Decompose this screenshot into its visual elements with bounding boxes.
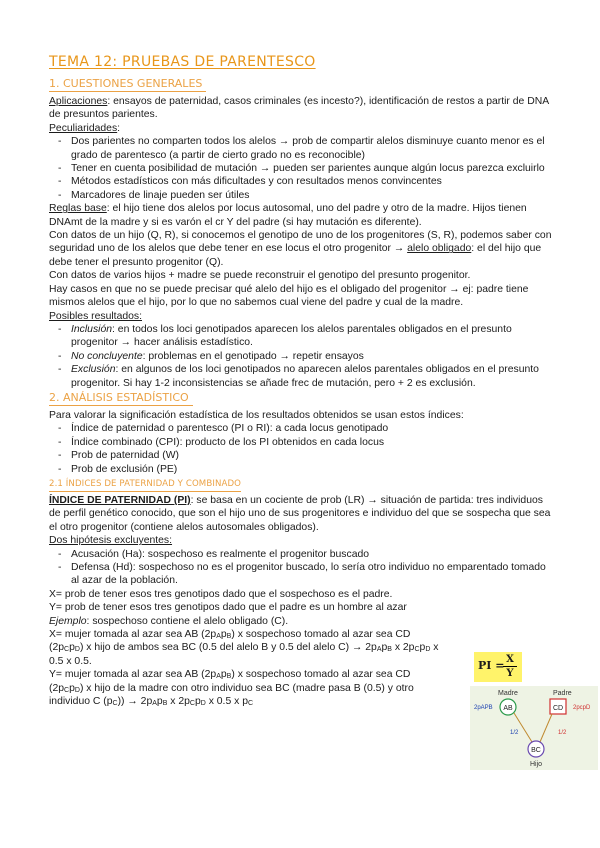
- subscript: D: [425, 646, 431, 654]
- pedigree-figure: [470, 648, 598, 770]
- subscript: B: [226, 673, 232, 681]
- padre-genotype: CD: [552, 705, 564, 712]
- subscript: A: [152, 700, 157, 708]
- madre-prob-label: 2pAPB: [474, 705, 493, 711]
- list-item: - Marcadores de linaje pueden ser útiles: [49, 189, 554, 202]
- half-left-label: 1/2: [510, 730, 519, 736]
- list-item: - Acusación (Ha): sospechoso es realmente el progenitor buscado: [49, 548, 549, 561]
- hipotesis-label: Dos hipótesis excluyentes:: [49, 535, 173, 547]
- posibles-heading: [49, 310, 554, 323]
- aplicaciones-text: : ensayos de paternidad, casos criminales (es incesto?), identificación de restos a partir de DNA de presuntos parientes.: [49, 96, 549, 121]
- diagram-background: [470, 686, 598, 770]
- y-calc-text: Y= mujer tomada al azar sea AB (2p: [49, 669, 217, 681]
- pi-denominator: Y: [506, 668, 514, 679]
- subscript: C: [189, 700, 195, 708]
- result-text: : en algunos de los loci genotipados no aparecen alelos parentales obligados en el presunto progenitor. Si hay 1-2 inconsistencias se añade frec de mutación, pero + 2 es exclusión.: [71, 364, 539, 389]
- subscript: C: [64, 646, 70, 654]
- pi-label: ÍNDICE DE PATERNIDAD (PI): [49, 494, 191, 506]
- calculo-block: [49, 588, 441, 709]
- indices-list: [49, 422, 554, 476]
- y-definition: Y= prob de tener esos tres genotipos dado que el padre es un hombre al azar: [49, 602, 407, 614]
- list-item: [49, 350, 554, 363]
- datos-hijo-paragraph: [49, 229, 554, 269]
- ejemplo-line: [49, 615, 441, 628]
- pi-paragraph: [49, 494, 554, 534]
- casos-paragraph: Hay casos en que no se puede precisar qué alelo del hijo es el obligado del progenitor → ej: padre tiene mismos alelos que el hijo, por lo que no sabemos cual viene del padre y cual de la madre.: [49, 283, 529, 309]
- subscript: C: [414, 646, 420, 654]
- reglas-paragraph: [49, 202, 554, 229]
- pi-text: : se basa en un cociente de prob (LR) → situación de partida: tres individuos de perfil genético conocido, que son el hijo uno de sus progenitores e individuo del que se sospecha que sea el otro progenitor (contiene alelos autosomales obligados).: [49, 494, 551, 533]
- hijo-genotype: BC: [531, 747, 541, 754]
- madre-genotype: AB: [503, 705, 513, 712]
- list-item: [49, 323, 554, 350]
- y-calculation: Y= mujer tomada al azar sea AB (2pApB) x sospechoso tomado al azar sea CD (2pCpD) x hijo de la madre con otro individuo sea BC (madre pasa B (0.5) y otro individuo C (pC)) → 2pApB x 2pCpD x 0.5 x pC: [49, 669, 414, 708]
- datos-varios-paragraph: Con datos de varios hijos + madre se puede reconstruir el genotipo del presunto progenitor.: [49, 270, 471, 282]
- section-2-heading: 2. ANÁLISIS ESTADÍSTICO: [49, 390, 193, 406]
- pi-numerator: X: [503, 653, 517, 667]
- list-item: - Métodos estadísticos con más dificultades y con resultados menos convincentes: [49, 175, 554, 188]
- subscript: A: [376, 646, 382, 654]
- aplicaciones-label: Aplicaciones: [49, 96, 108, 107]
- list-item: - Prob de paternidad (W): [49, 449, 554, 462]
- subscript: C: [112, 700, 118, 708]
- subscript: D: [74, 646, 80, 654]
- y-calc-text: x 0.5 x p: [205, 696, 248, 708]
- result-text: : en todos los loci genotipados aparecen los alelos parentales obligados en el presunto progenitor → hacer análisis estadístico.: [71, 323, 512, 349]
- peculiaridades-heading: [49, 122, 554, 135]
- document-page: [49, 52, 554, 708]
- aplicaciones-paragraph: [49, 95, 554, 122]
- padre-label: Padre: [553, 690, 572, 697]
- subscript: A: [216, 673, 221, 681]
- list-item: [49, 363, 554, 390]
- list-item: - Tener en cuenta posibilidad de mutación → pueden ser parientes aunque algún locus parezca excluirlo: [49, 162, 554, 175]
- x-definition: X= prob de tener esos tres genotipos dado que el sospechoso es el padre.: [49, 588, 393, 600]
- x-calc-text: x 0.5 x 0.5.: [49, 642, 439, 667]
- ejemplo-text: : sospechoso contiene el alelo obligado (C).: [86, 615, 289, 627]
- pi-formula-label: PI =: [478, 659, 505, 672]
- subscript: B: [387, 646, 392, 654]
- list-item: - Dos parientes no comparten todos los alelos → prob de compartir alelos disminuye cuanto menor es el grado de parentesco (a partir de cierto grado no es reconocible): [49, 135, 554, 162]
- list-item: - Prob de exclusión (PE): [49, 463, 554, 476]
- subscript: B: [226, 633, 232, 641]
- x-calc-text: X= mujer tomada al azar sea AB (2p: [49, 629, 217, 641]
- pi-formula-box: [474, 652, 522, 682]
- y-calc-text: ) x hijo de la madre con otro individuo sea BC (madre pasa B (0.5) y otro individuo C (p: [49, 682, 414, 708]
- subscript: B: [162, 700, 168, 708]
- posibles-label: Posibles resultados:: [49, 310, 142, 322]
- subscript: A: [216, 633, 221, 641]
- madre-label: Madre: [498, 690, 518, 697]
- result-text: : problemas en el genotipado → repetir ensayos: [142, 350, 364, 362]
- datos-hijo-text-end: : el del hijo que debe tener el presunto progenitor (Q).: [49, 243, 542, 268]
- hijo-label: Hijo: [529, 761, 543, 768]
- hipotesis-list: [49, 548, 549, 588]
- result-term: Exclusión: [71, 364, 116, 376]
- subscript: D: [74, 686, 80, 694]
- reglas-label: Reglas base: [49, 203, 107, 215]
- subscript: C: [247, 700, 254, 708]
- pi-fraction: [503, 653, 517, 680]
- alelo-obligado-term: alelo obligado: [407, 243, 472, 255]
- hipotesis-heading: [49, 534, 554, 547]
- resultados-list: [49, 323, 554, 390]
- subscript: D: [200, 700, 206, 708]
- page-title: TEMA 12: PRUEBAS DE PARENTESCO: [49, 54, 316, 70]
- ejemplo-label: Ejemplo: [49, 615, 87, 627]
- list-item: - Índice combinado (CPI): producto de los PI obtenidos en cada locus: [49, 436, 554, 449]
- result-term: No concluyente: [71, 350, 143, 362]
- result-term: Inclusión: [71, 323, 113, 335]
- list-item: - Defensa (Hd): sospechoso no es el progenitor buscado, lo sería otro individuo no emparentado tomado al azar de la población.: [49, 561, 549, 588]
- x-calc-text: ) x sospechoso tomado al azar sea CD (2p: [49, 629, 411, 654]
- half-right-label: 1/2: [558, 730, 567, 736]
- pedigree-diagram: [470, 686, 598, 770]
- y-calc-text: )) → 2p: [117, 696, 153, 708]
- peculiaridades-colon: :: [117, 122, 121, 134]
- reglas-text: : el hijo tiene dos alelos por locus autosomal, uno del padre y otro de la madre. Hijos tienen DNAmt de la madre y si es varón el cr Y del padre (si hay mutación es diferente).: [49, 203, 527, 228]
- list-item: - Índice de paternidad o parentesco (PI o RI): a cada locus genotipado: [49, 422, 554, 435]
- subsection-2-1-heading: 2.1 ÍNDICES DE PATERNIDAD Y COMBINADO: [49, 477, 241, 492]
- section-1-heading: 1. CUESTIONES GENERALES: [49, 76, 206, 92]
- y-calc-text: ) x sospechoso tomado al azar sea CD (2p: [49, 669, 411, 694]
- indices-intro: Para valorar la significación estadística de los resultados obtenidos se usan estos índices:: [49, 409, 464, 421]
- peculiaridades-label: Peculiaridades: [49, 122, 118, 134]
- subscript: C: [64, 686, 70, 694]
- x-calc-text: x 2p: [391, 642, 415, 654]
- x-calculation: X= mujer tomada al azar sea AB (2pApB) x sospechoso tomado al azar sea CD (2pCpD) x hijo de ambos sea BC (0.5 del alelo B y 0.5 del alelo C) → 2pApB x 2pCpD x 0.5 x 0.5.: [49, 629, 439, 667]
- peculiaridades-list: [49, 135, 554, 202]
- x-calc-text: ) x hijo de ambos sea BC (0.5 del alelo B y 0.5 del alelo C) → 2p: [79, 642, 377, 654]
- y-calc-text: x 2p: [167, 696, 190, 708]
- padre-prob-label: 2pcpD: [573, 705, 591, 711]
- datos-hijo-text: Con datos de un hijo (Q, R), si conocemos el genotipo de uno de los progenitores (S, R), podemos saber con seguridad uno de los alelos que debe tener en ese locus el otro progenitor →: [49, 230, 552, 255]
